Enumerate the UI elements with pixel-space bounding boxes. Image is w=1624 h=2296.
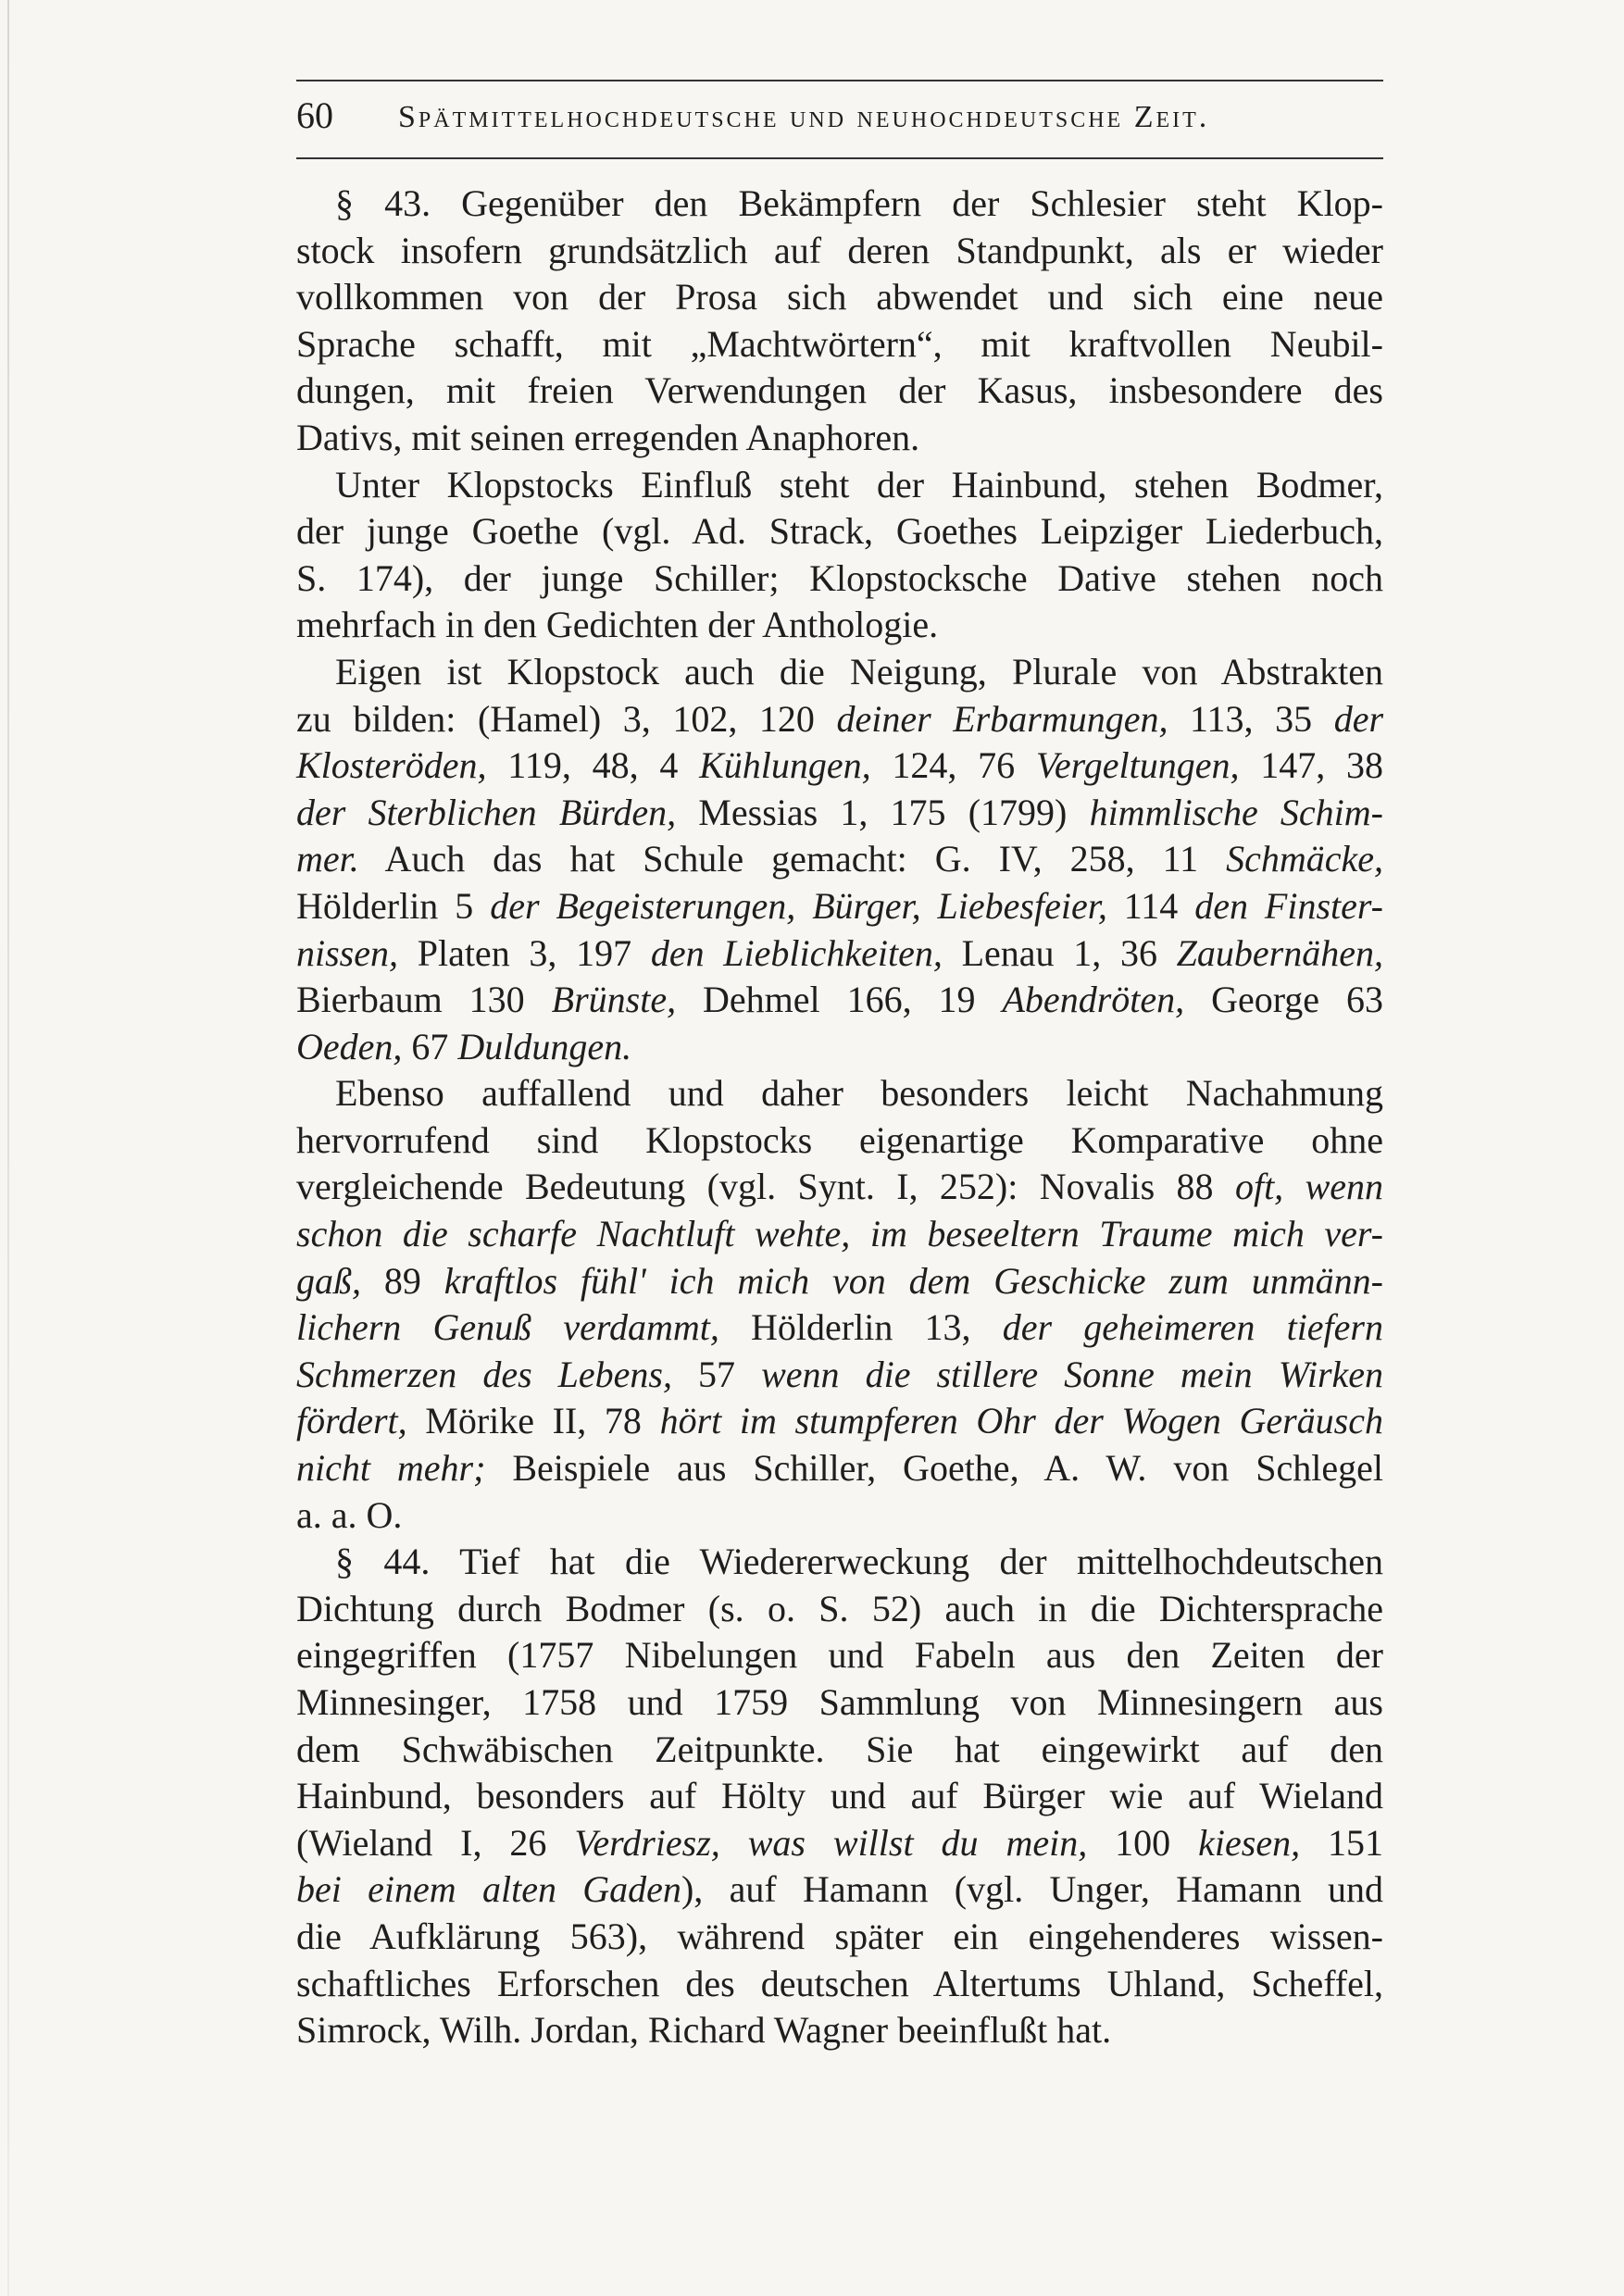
page-number: 60 <box>296 94 333 136</box>
italic-citation: oft, wenn <box>1234 1166 1383 1208</box>
italic-citation: kiesen, <box>1198 1821 1301 1864</box>
text-line <box>296 555 1383 603</box>
text-segment: Hölderlin 5 <box>296 884 491 927</box>
italic-citation: den Lieblichkeiten, <box>650 931 943 974</box>
italic-citation: bei einem alten Gaden <box>296 1868 681 1911</box>
text-segment: Ebenso auffallend und daher besonders leicht Nachahmung <box>335 1072 1383 1115</box>
italic-citation: Zaubernähen, <box>1176 931 1383 974</box>
text-segment: George 63 <box>1184 979 1384 1021</box>
body-text <box>296 181 1383 2054</box>
italic-citation: fördert, <box>296 1400 407 1442</box>
italic-citation: kraftlos fühl' ich mich von dem Geschicke zum unmänn- <box>443 1259 1383 1302</box>
text-line <box>296 1820 1383 1867</box>
text-segment: 114 <box>1106 884 1195 927</box>
italic-citation: Verdriesz, was willst du mein, <box>574 1821 1088 1864</box>
italic-citation: nissen, <box>296 931 398 974</box>
text-segment: eingegriffen (1757 Nibelungen und Fabeln aus den Zeiten der <box>296 1634 1383 1677</box>
italic-citation: der geheimeren tiefern <box>1002 1306 1383 1349</box>
text-segment: 147, 38 <box>1239 744 1384 787</box>
text-segment: Hölderlin 13, <box>718 1306 1003 1349</box>
text-segment: § 43. Gegenüber den Bekämpfern der Schlesier steht Klop- <box>335 182 1383 224</box>
italic-citation: der Sterblichen Bürden, <box>296 791 677 833</box>
text-segment: Auch das hat Schule gemacht: G. IV, 258, 11 <box>358 838 1227 880</box>
text-segment: Messias 1, 175 (1799) <box>676 791 1090 833</box>
text-line <box>296 602 1383 649</box>
text-line <box>296 1070 1383 1117</box>
text-line <box>296 321 1383 368</box>
text-segment: stock insofern grundsätzlich auf deren Standpunkt, als er wieder <box>296 229 1383 271</box>
italic-citation: Klosteröden, <box>296 744 487 787</box>
text-segment: dungen, mit freien Verwendungen der Kasus, insbesondere des <box>296 369 1383 412</box>
text-line <box>296 1258 1383 1305</box>
text-segment: 89 <box>361 1259 444 1302</box>
text-line <box>296 930 1383 978</box>
text-segment: Platen 3, 197 <box>398 931 651 974</box>
italic-citation: wenn die stillere Sonne mein Wirken <box>761 1353 1384 1395</box>
text-segment: der junge Goethe (vgl. Ad. Strack, Goethes Leipziger Liederbuch, <box>296 510 1383 553</box>
text-line <box>296 790 1383 837</box>
text-line <box>296 696 1383 743</box>
text-line <box>296 1773 1383 1820</box>
text-segment: (Wieland I, 26 <box>296 1821 575 1864</box>
text-segment: 67 <box>402 1025 458 1067</box>
text-line <box>296 1024 1383 1071</box>
text-line <box>296 1914 1383 1961</box>
italic-citation: Kühlungen, <box>699 744 871 787</box>
text-line <box>296 1586 1383 1633</box>
text-line <box>296 181 1383 228</box>
text-segment: § 44. Tief hat die Wiedererweckung der mittelhochdeutschen <box>335 1541 1383 1583</box>
text-segment: Eigen ist Klopstock auch die Neigung, Plurale von Abstrakten <box>335 650 1383 693</box>
text-segment: vergleichende Bedeutung (vgl. Synt. I, 252): Novalis 88 <box>296 1166 1235 1208</box>
text-line <box>296 415 1383 462</box>
text-line <box>296 1679 1383 1727</box>
text-segment: ), auf Hamann (vgl. Unger, Hamann und <box>681 1868 1384 1911</box>
text-line <box>296 883 1383 930</box>
running-title: Spätmittelhochdeutsche und neuhochdeutsche Zeit. <box>398 100 1210 134</box>
text-line <box>296 1352 1383 1399</box>
italic-citation: Duldungen. <box>457 1025 632 1067</box>
text-segment: a. a. O. <box>296 1493 403 1536</box>
text-segment: dem Schwäbischen Zeitpunkte. Sie hat eingewirkt auf den <box>296 1728 1383 1770</box>
text-segment: Dehmel 166, 19 <box>676 979 1003 1021</box>
italic-citation: deiner Erbarmungen, <box>836 697 1168 740</box>
text-segment: 57 <box>672 1353 762 1395</box>
text-segment: Dichtung durch Bodmer (s. o. S. 52) auch in die Dichtersprache <box>296 1587 1383 1629</box>
italic-citation: hört im stumpferen Ohr der Wogen Geräusch <box>659 1400 1383 1442</box>
text-segment: Dativs, mit seinen erregenden Anaphoren. <box>296 416 920 458</box>
text-line <box>296 2007 1383 2054</box>
text-line <box>296 742 1383 790</box>
text-line <box>296 1961 1383 2008</box>
text-segment: 113, 35 <box>1168 697 1334 740</box>
text-segment: 100 <box>1087 1821 1199 1864</box>
italic-citation: Abendröten, <box>1002 979 1185 1021</box>
italic-citation: Schmerzen des Lebens, <box>296 1353 673 1395</box>
text-line <box>296 1211 1383 1258</box>
text-line <box>296 977 1383 1024</box>
italic-citation: himmlische Schim- <box>1089 791 1384 833</box>
text-line <box>296 1445 1383 1492</box>
italic-citation: mer. <box>296 838 359 880</box>
italic-citation: Schmäcke, <box>1226 838 1383 880</box>
italic-citation: Brünste, <box>551 979 677 1021</box>
text-segment: 124, 76 <box>870 744 1036 787</box>
text-segment: Mörike II, 78 <box>406 1400 660 1442</box>
text-segment: die Aufklärung 563), während später ein eingehenderes wissen- <box>296 1915 1383 1957</box>
text-segment: vollkommen von der Prosa sich abwendet und sich eine neue <box>296 276 1383 318</box>
italic-citation: der Begeisterungen, Bürger, Liebesfeier, <box>490 884 1107 927</box>
text-segment: Sprache schafft, mit „Machtwörtern“, mit kraftvollen Neubil- <box>296 322 1383 365</box>
text-line <box>296 1632 1383 1679</box>
text-segment: schaftliches Erforschen des deutschen Altertums Uhland, Scheffel, <box>296 1962 1383 2004</box>
italic-citation: Vergeltungen, <box>1035 744 1240 787</box>
text-line <box>296 462 1383 509</box>
italic-citation: schon die scharfe Nachtluft wehte, im beseeltern Traume mich ver- <box>296 1213 1383 1255</box>
text-line <box>296 274 1383 321</box>
text-segment: Lenau 1, 36 <box>942 931 1177 974</box>
text-line <box>296 1398 1383 1445</box>
italic-citation: lichern Genuß verdammt, <box>296 1306 719 1349</box>
text-line <box>296 1117 1383 1165</box>
italic-citation: gaß, <box>296 1259 361 1302</box>
text-line <box>296 1492 1383 1540</box>
text-line <box>296 228 1383 275</box>
italic-citation: Oeden, <box>296 1025 403 1067</box>
text-line <box>296 508 1383 555</box>
page-edge <box>7 0 9 2296</box>
text-segment: Simrock, Wilh. Jordan, Richard Wagner beeinflußt hat. <box>296 2009 1112 2052</box>
text-line <box>296 1539 1383 1586</box>
text-line <box>296 1866 1383 1914</box>
text-segment: S. 174), der junge Schiller; Klopstocksche Dative stehen noch <box>296 556 1383 599</box>
italic-citation: nicht mehr; <box>296 1447 486 1490</box>
text-segment: Bierbaum 130 <box>296 979 552 1021</box>
text-line <box>296 368 1383 415</box>
text-line <box>296 1164 1383 1211</box>
text-segment: Beispiele aus Schiller, Goethe, A. W. von Schlegel <box>485 1447 1383 1490</box>
text-segment: mehrfach in den Gedichten der Anthologie. <box>296 604 939 646</box>
text-line <box>296 836 1383 883</box>
text-line <box>296 649 1383 696</box>
running-header <box>296 80 1383 159</box>
text-line <box>296 1727 1383 1774</box>
text-segment: Hainbund, besonders auf Hölty und auf Bürger wie auf Wieland <box>296 1775 1383 1817</box>
text-segment: Minnesinger, 1758 und 1759 Sammlung von Minnesingern aus <box>296 1681 1383 1723</box>
italic-citation: den Finster- <box>1194 884 1383 927</box>
text-segment: 119, 48, 4 <box>486 744 700 787</box>
italic-citation: der <box>1333 697 1384 740</box>
text-segment: zu bilden: (Hamel) 3, 102, 120 <box>296 697 837 740</box>
text-segment: 151 <box>1300 1821 1384 1864</box>
text-line <box>296 1304 1383 1352</box>
text-segment: Unter Klopstocks Einfluß steht der Hainbund, stehen Bodmer, <box>335 463 1383 505</box>
text-segment: hervorrufend sind Klopstocks eigenartige Komparative ohne <box>296 1118 1383 1161</box>
